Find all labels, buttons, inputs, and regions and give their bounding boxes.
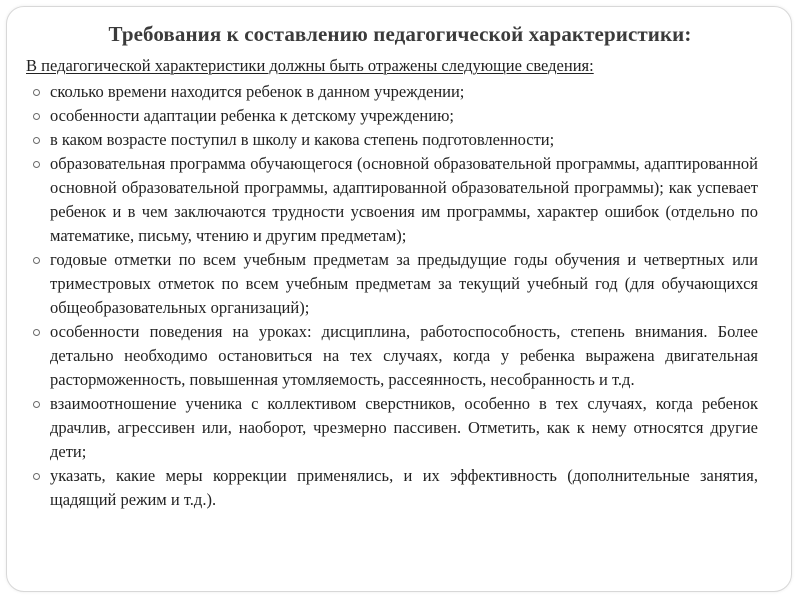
slide-title: Требования к составлению педагогической характеристики:: [108, 22, 692, 46]
list-item: [28, 80, 758, 104]
list-item: [28, 320, 758, 392]
list-item: [28, 464, 758, 512]
list-item-text: сколько времени находится ребенок в данном учреждении;: [50, 82, 465, 101]
list-item-text: особенности адаптации ребенка к детскому учреждению;: [50, 106, 455, 125]
hollow-circle-bullet-icon: [29, 152, 43, 176]
list-item-text: в каком возрасте поступил в школу и какова степень подготовленности;: [50, 130, 555, 149]
hollow-circle-bullet-icon: [29, 248, 43, 272]
list-item: [28, 152, 758, 248]
hollow-circle-bullet-icon: [29, 320, 43, 344]
list-item-text: указать, какие меры коррекции применялись, и их эффективность (дополнительные занятия, щадящий режим и т.д.).: [50, 466, 758, 509]
hollow-circle-bullet-icon: [29, 104, 43, 128]
list-item-text: образовательная программа обучающегося (основной образовательной программы, адаптированной основной образовательной программы, адаптированной образовательной программы); как успевает ребенок и в чем заключаются трудности усвоения им программы, характер ошибок (отдельно по математике, письму, чтению и другим предметам);: [50, 154, 758, 245]
list-item: [28, 392, 758, 464]
list-item-text: взаимоотношение ученика с коллективом сверстников, особенно в тех случаях, когда ребенок драчлив, агрессивен или, наоборот, чрезмерно пассивен. Отметить, как к нему относятся другие дети;: [50, 394, 758, 461]
hollow-circle-bullet-icon: [29, 80, 43, 104]
hollow-circle-bullet-icon: [29, 464, 43, 488]
list-item-text: годовые отметки по всем учебным предметам за предыдущие годы обучения и четвертных или триместровых отметок по всем учебным предметам за текущий учебный год (для обучающихся общеобразовательных организаций);: [50, 250, 758, 317]
hollow-circle-bullet-icon: [29, 392, 43, 416]
list-item-text: особенности поведения на уроках: дисциплина, работоспособность, степень внимания. Более детально необходимо остановиться на тех случаях, когда у ребенка выражена двигательная расторможенность, повышенная утомляемость, рассеянность, несобранность и т.д.: [50, 322, 758, 389]
list-item: [28, 128, 758, 152]
list-item: [28, 104, 758, 128]
intro-text: В педагогической характеристики должны быть отражены следующие сведения:: [26, 56, 594, 75]
list-item: [28, 248, 758, 320]
requirements-list: [28, 80, 758, 512]
hollow-circle-bullet-icon: [29, 128, 43, 152]
